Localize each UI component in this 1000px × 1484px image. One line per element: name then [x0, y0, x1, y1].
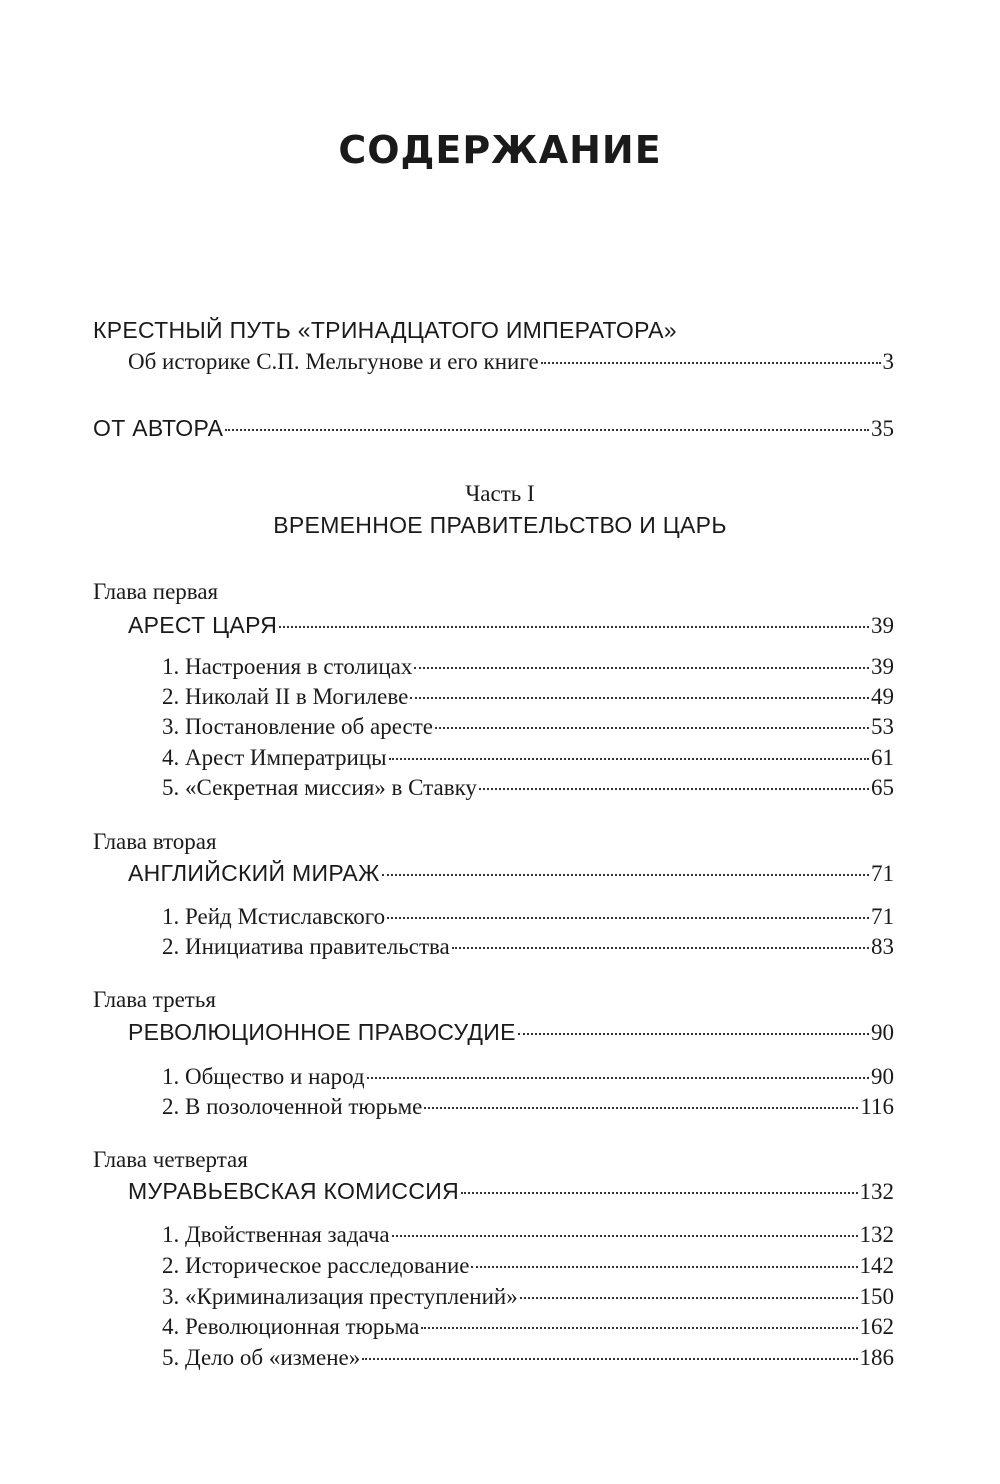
section-title: 5. Дело об «измене» — [162, 1345, 361, 1370]
section-title: 4. Революционная тюрьма — [162, 1314, 420, 1339]
preface-heading: КРЕСТНЫЙ ПУТЬ «ТРИНАДЦАТОГО ИМПЕРАТОРА» — [93, 317, 677, 343]
chapter-title: АРЕСТ ЦАРЯ — [128, 612, 278, 638]
preface-entry[interactable] — [128, 347, 894, 377]
section-entry[interactable] — [162, 743, 894, 773]
page-number: 61 — [871, 745, 894, 770]
chapter-entry[interactable] — [128, 1017, 894, 1048]
part-title: ВРЕМЕННОЕ ПРАВИТЕЛЬСТВО И ЦАРЬ — [273, 512, 727, 538]
section-entry[interactable] — [162, 652, 894, 682]
page-number: 71 — [871, 904, 894, 929]
section-title: 4. Арест Императрицы — [162, 745, 387, 770]
section-entry[interactable] — [162, 1092, 894, 1122]
chapter-title: МУРАВЬЕВСКАЯ КОМИССИЯ — [128, 1178, 459, 1204]
leader-dots — [362, 1357, 857, 1360]
page-number: 132 — [859, 1222, 894, 1247]
chapter-title: РЕВОЛЮЦИОННОЕ ПРАВОСУДИЕ — [128, 1019, 516, 1045]
leader-dots — [518, 1032, 869, 1035]
page-number: 90 — [871, 1020, 894, 1045]
page-number: 49 — [871, 684, 894, 709]
section-title: 1. Общество и народ — [162, 1064, 365, 1089]
page-number: 142 — [859, 1253, 894, 1278]
section-entry[interactable] — [162, 1220, 894, 1250]
page-title: СОДЕРЖАНИЕ — [338, 128, 662, 172]
leader-dots — [410, 696, 869, 699]
page-number: 65 — [871, 775, 894, 800]
section-entry[interactable] — [162, 712, 894, 742]
leader-dots — [414, 666, 869, 669]
chapter-label: Глава третья — [93, 987, 216, 1012]
leader-dots — [225, 428, 869, 431]
chapter-title: АНГЛИЙСКИЙ МИРАЖ — [128, 860, 380, 886]
leader-dots — [421, 1326, 857, 1329]
leader-dots — [387, 916, 869, 919]
section-entry[interactable] — [162, 902, 894, 932]
section-title: 2. Инициатива правительства — [162, 934, 450, 959]
section-title: 1. Настроения в столицах — [162, 654, 413, 679]
chapter-label: Глава вторая — [93, 829, 217, 854]
section-title: 5. «Секретная миссия» в Ставку — [162, 775, 477, 800]
leader-dots — [541, 361, 881, 364]
section-entry[interactable] — [162, 932, 894, 962]
page-number: 35 — [871, 416, 894, 441]
chapter-label: Глава четвертая — [93, 1147, 248, 1172]
section-title: 3. «Криминализация преступлений» — [162, 1284, 518, 1309]
section-entry[interactable] — [162, 1343, 894, 1373]
section-entry[interactable] — [162, 1312, 894, 1342]
leader-dots — [461, 1191, 858, 1194]
preface-subtitle: Об историке С.П. Мельгунове и его книге — [128, 349, 539, 374]
page-number: 116 — [860, 1094, 894, 1119]
page-number: 186 — [859, 1345, 894, 1370]
section-title: 1. Двойственная задача — [162, 1222, 390, 1247]
page-number: 39 — [871, 613, 894, 638]
section-entry[interactable] — [162, 1062, 894, 1092]
leader-dots — [392, 1234, 858, 1237]
page-number: 3 — [882, 349, 894, 374]
page-number: 83 — [871, 934, 894, 959]
section-title: 2. Николай II в Могилеве — [162, 684, 409, 709]
leader-dots — [471, 1265, 857, 1268]
part-label: Часть I — [465, 481, 535, 506]
leader-dots — [479, 787, 869, 790]
chapter-label: Глава первая — [93, 579, 219, 604]
author-label: ОТ АВТОРА — [93, 415, 224, 441]
chapter-entry[interactable] — [128, 1176, 894, 1207]
page-number: 53 — [871, 714, 894, 739]
leader-dots — [520, 1296, 858, 1299]
page-number: 90 — [871, 1064, 894, 1089]
chapter-entry[interactable] — [128, 610, 894, 641]
section-entry[interactable] — [162, 1282, 894, 1312]
leader-dots — [367, 1076, 869, 1079]
page-number: 150 — [859, 1284, 894, 1309]
section-title: 2. Историческое расследование — [162, 1253, 470, 1278]
page-number: 132 — [859, 1179, 894, 1204]
page-number: 71 — [871, 861, 894, 886]
leader-dots — [435, 726, 869, 729]
section-entry[interactable] — [162, 1251, 894, 1281]
section-entry[interactable] — [162, 773, 894, 803]
leader-dots — [382, 873, 869, 876]
section-title: 1. Рейд Мстиславского — [162, 904, 386, 929]
section-entry[interactable] — [162, 682, 894, 712]
leader-dots — [389, 757, 869, 760]
leader-dots — [452, 946, 869, 949]
page-number: 39 — [871, 654, 894, 679]
leader-dots — [279, 625, 869, 628]
section-title: 2. В позолоченной тюрьме — [162, 1094, 423, 1119]
author-entry[interactable] — [93, 413, 894, 444]
leader-dots — [424, 1106, 858, 1109]
section-title: 3. Постановление об аресте — [162, 714, 433, 739]
chapter-entry[interactable] — [128, 858, 894, 889]
page-number: 162 — [859, 1314, 894, 1339]
